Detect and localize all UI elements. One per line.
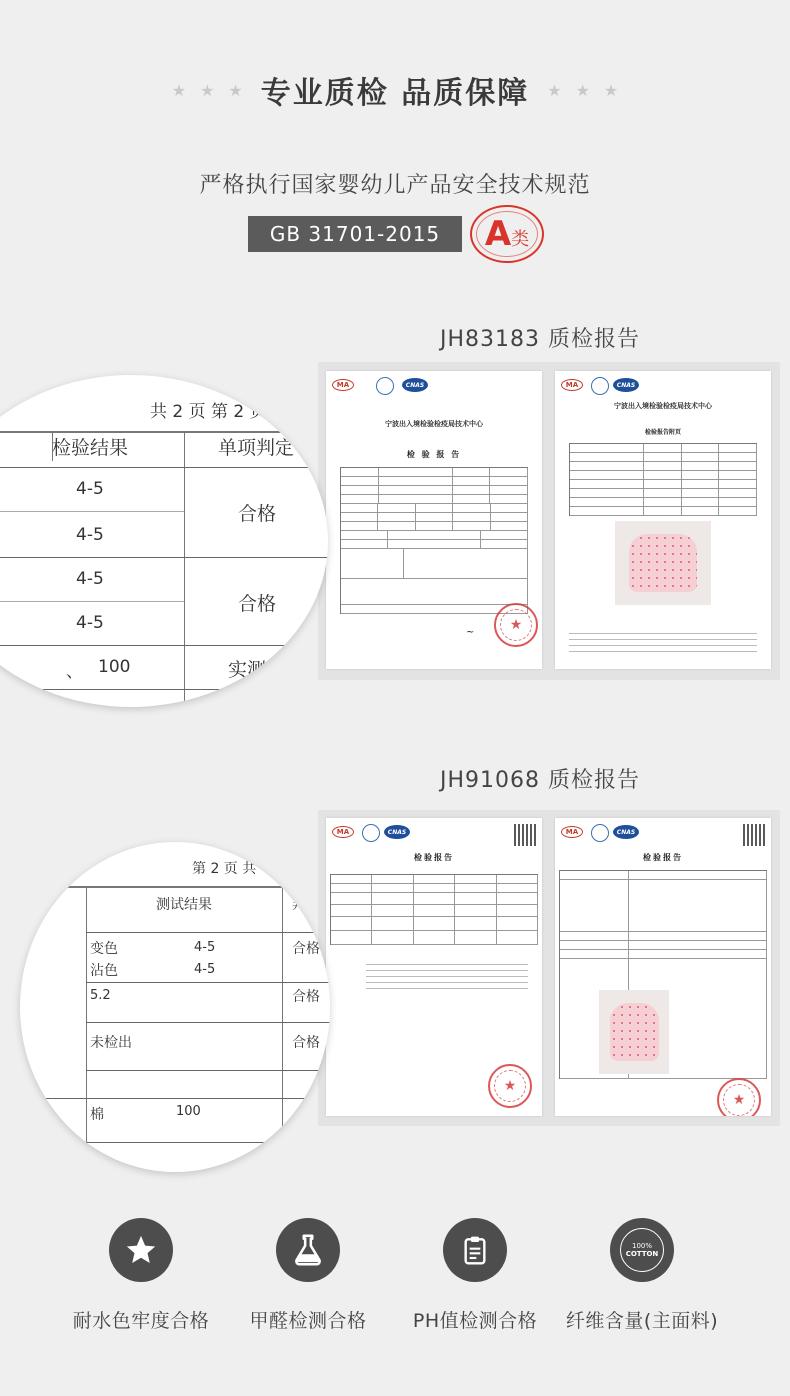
- feature-label: 甲醛检测合格: [249, 1310, 367, 1332]
- doc-header: [332, 824, 536, 850]
- feature-fiber: [557, 1218, 727, 1333]
- magnifier-report-2: [20, 842, 330, 1172]
- garment-photo: [615, 521, 711, 605]
- doc-header: [332, 377, 536, 403]
- result-label: 变色: [90, 941, 118, 957]
- clipboard-icon: [443, 1218, 507, 1282]
- romper-image: [629, 534, 696, 593]
- magnifier-report-1: [0, 375, 328, 707]
- result-label: 沾色: [90, 963, 118, 979]
- doc-issuer: 宁波出入境检验检疫局技术中心: [614, 402, 712, 410]
- table-rule: [20, 1098, 330, 1099]
- report-title-2: JH91068 质检报告: [439, 768, 640, 793]
- cotton-badge-icon: [610, 1218, 674, 1282]
- section-title-row: [0, 68, 790, 112]
- doc-table: [330, 874, 538, 945]
- cnas-logo-icon: CNAS: [402, 378, 428, 392]
- table-top-rule: [20, 886, 330, 888]
- feature-label: 纤维含量(主面料): [565, 1310, 719, 1332]
- table-rule: [86, 982, 330, 983]
- doc-heading: 检验报告: [414, 853, 454, 862]
- garment-photo: [599, 990, 669, 1074]
- judge-cell: 合格: [292, 1035, 320, 1051]
- result-cell: 4-5: [194, 962, 216, 977]
- grade-letter: A: [484, 214, 512, 254]
- star-icon: ★: [603, 80, 619, 100]
- ilac-logo-icon: [591, 824, 609, 842]
- page-indicator: 第 2 页 共: [192, 861, 257, 877]
- ma-logo-icon: MA: [332, 379, 354, 391]
- table-divider: [184, 431, 185, 707]
- feature-icons-row: [0, 1218, 790, 1348]
- badge-cotton: COTTON: [625, 1250, 659, 1258]
- col-header-result: 测试结果: [156, 897, 212, 913]
- ma-logo-icon: MA: [561, 379, 583, 391]
- doc-table: [569, 443, 757, 516]
- col-header-result: 检验结果: [52, 437, 129, 459]
- red-seal-icon: ★: [717, 1078, 761, 1116]
- report-2-page-2: [555, 818, 771, 1116]
- page-subtitle: 严格执行国家婴幼儿产品安全技术规范: [199, 173, 591, 198]
- feature-label: 耐水色牢度合格: [72, 1310, 210, 1332]
- doc-footer-lines: [569, 633, 757, 657]
- table-rule: [0, 601, 184, 602]
- judge-cell: --: [302, 1104, 312, 1119]
- grade-badge: [470, 205, 544, 263]
- flask-icon: [276, 1218, 340, 1282]
- table-rule: [0, 557, 328, 558]
- star-icon: ★: [200, 80, 215, 100]
- star-icon: ★: [228, 80, 243, 100]
- result-cell: 4-5: [76, 569, 104, 589]
- romper-image: [610, 1003, 659, 1062]
- col-header-judge: 判定: [292, 897, 320, 913]
- judge-cell: 合格: [238, 503, 277, 525]
- table-divider: [86, 886, 87, 1172]
- doc-issuer: 宁波出入境检验检疫局技术中心: [385, 420, 483, 428]
- star-icon: ★: [171, 80, 187, 100]
- table-rule: [86, 1070, 330, 1071]
- qr-code-icon: [743, 824, 765, 846]
- star-icon: [109, 1218, 173, 1282]
- result-cell: 4-5: [76, 525, 104, 545]
- standard-row: [248, 205, 544, 263]
- cnas-logo-icon: CNAS: [613, 825, 639, 839]
- feature-label: PH值检测合格: [412, 1310, 538, 1332]
- ma-logo-icon: MA: [561, 826, 583, 838]
- badge-percent: 100%: [631, 1242, 652, 1250]
- feature-ph: [390, 1218, 560, 1333]
- judge-cell: 实测值: [228, 659, 286, 681]
- report-title-1: JH83183 质检报告: [439, 327, 640, 352]
- result-prefix: 、: [66, 662, 83, 682]
- page-title: 专业质检 品质保障: [260, 76, 530, 111]
- page-indicator: 共 2 页 第 2 页: [150, 402, 267, 422]
- doc-header: [561, 377, 765, 403]
- report-1-page-2: [555, 371, 771, 669]
- ma-logo-icon: MA: [332, 826, 354, 838]
- col-header-judge: 单项判定: [218, 437, 295, 459]
- signature-icon: ~: [466, 627, 475, 638]
- table-rule: [0, 689, 328, 690]
- judge-cell: 合格: [292, 989, 320, 1005]
- doc-notes: [366, 964, 528, 994]
- doc-header: [561, 824, 765, 850]
- doc-heading: 检验报告附页: [644, 429, 681, 436]
- report-2-page-1: [326, 818, 542, 1116]
- result-cell: 4-5: [76, 479, 104, 499]
- table-rule: [86, 932, 330, 933]
- doc-heading: 检 验 报 告: [406, 450, 462, 459]
- doc-table: [340, 467, 528, 614]
- ilac-logo-icon: [376, 377, 394, 395]
- cnas-logo-icon: CNAS: [384, 825, 410, 839]
- table-rule: [86, 1142, 330, 1143]
- table-rule: [0, 511, 184, 512]
- grade-suffix: 类: [511, 229, 530, 250]
- standard-badge: GB 31701-2015: [248, 216, 462, 252]
- star-icon: ★: [547, 80, 562, 100]
- feature-formaldehyde: [223, 1218, 393, 1333]
- doc-heading: 检验报告: [643, 853, 683, 862]
- judge-cell: 合格: [292, 941, 320, 957]
- table-divider: [282, 886, 283, 1172]
- result-cell: 5.2: [90, 988, 111, 1003]
- result-cell: 100: [176, 1104, 201, 1119]
- red-seal-icon: ★: [488, 1064, 532, 1108]
- table-rule: [0, 467, 328, 468]
- table-rule: [86, 1022, 330, 1023]
- report-1-page-1: [326, 371, 542, 669]
- result-cell: 未检出: [90, 1035, 132, 1051]
- cnas-logo-icon: CNAS: [613, 378, 639, 392]
- ilac-logo-icon: [591, 377, 609, 395]
- feature-colorfastness: [56, 1218, 226, 1333]
- result-label: 棉: [90, 1107, 104, 1123]
- table-rule: [0, 645, 328, 646]
- left-stars: [172, 81, 243, 100]
- right-stars: [547, 81, 618, 100]
- star-icon: ★: [575, 80, 590, 100]
- judge-cell: 合格: [238, 593, 277, 615]
- result-cell: 4-5: [194, 940, 216, 955]
- qr-code-icon: [514, 824, 536, 846]
- ilac-logo-icon: [362, 824, 380, 842]
- red-seal-icon: ★: [494, 603, 538, 647]
- result-cell: 100: [98, 657, 131, 677]
- result-cell: 4-5: [76, 613, 104, 633]
